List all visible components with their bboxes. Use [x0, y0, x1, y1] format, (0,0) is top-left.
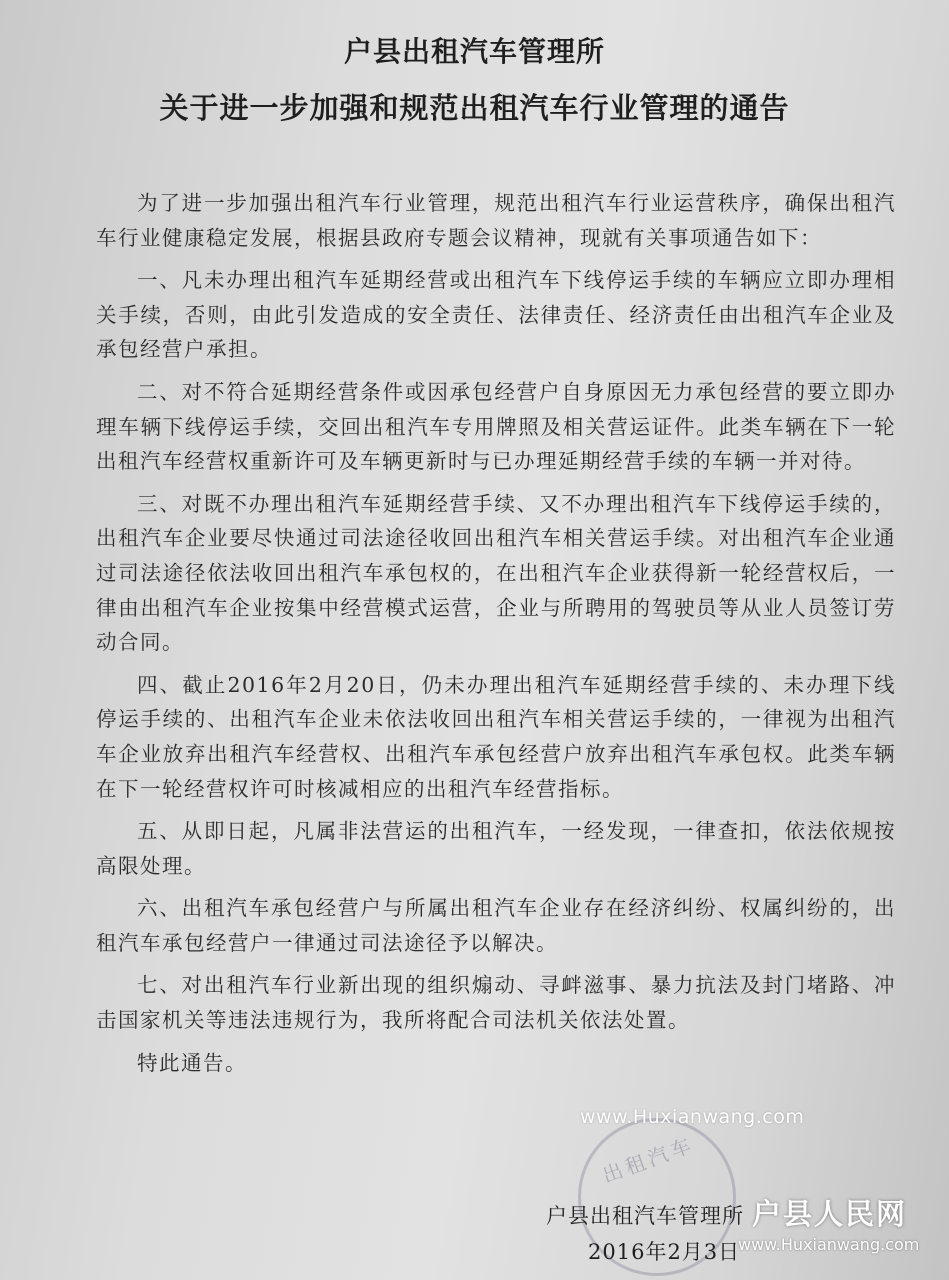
clause-2: 二、对不符合延期经营条件或因承包经营户自身原因无力承包经营的要立即办理车辆下线停运手续，交回出租汽车专用牌照及相关营运证件。此类车辆在下一轮出租汽车经营权重新许可及车辆更新时与已办理延期经营手续的车辆一并对待。: [96, 379, 896, 474]
notice-body: [96, 186, 896, 1088]
issuer-title: 户县出租汽车管理所: [343, 35, 605, 68]
clause-3: 三、对既不办理出租汽车延期经营手续、又不办理出租汽车下线停运手续的，出租汽车企业要尽快通过司法途径收回出租汽车相关营运手续。对出租汽车企业通过司法途径依法收回出租汽车承包权的，在出租汽车企业获得新一轮经营权后，一律由出租汽车企业按集中经营模式运营，企业与所聘用的驾驶员等从业人员签订劳动合同。: [96, 491, 896, 655]
closing-line: 特此通告。: [137, 1050, 247, 1075]
signature-org: 户县出租汽车管理所: [546, 1204, 744, 1228]
clause-7: 七、对出租汽车行业新出现的组织煽动、寻衅滋事、暴力抗法及封门堵路、冲击国家机关等违法违规行为，我所将配合司法机关依法处置。: [96, 973, 896, 1033]
intro-paragraph: 为了进一步加强出租汽车行业管理，规范出租汽车行业运营秩序，确保出租汽车行业健康稳定发展，根据县政府专题会议精神，现就有关事项通告如下：: [96, 191, 896, 250]
clause-6: 六、出租汽车承包经营户与所属出租汽车企业存在经济纠纷、权属纠纷的，出租汽车承包经营户一律通过司法途径予以解决。: [96, 896, 896, 955]
watermark-url: www.Huxianwang.com: [580, 1106, 805, 1128]
seal-text: 出租汽车: [599, 1132, 698, 1188]
clause-1: 一、凡未办理出租汽车延期经营或出租汽车下线停运手续的车辆应立即办理相关手续，否则，由此引发造成的安全责任、法律责任、经济责任由出租汽车企业及承包经营户承担。: [96, 268, 896, 362]
notice-title: 关于进一步加强和规范出租汽车行业管理的通告: [159, 91, 790, 125]
site-logo-name: 户县人民网: [752, 1197, 908, 1231]
site-logo-url: www.Huxianwang.com: [738, 1235, 920, 1254]
clause-5: 五、从即日起，凡属非法营运的出租汽车，一经发现，一律查扣，依法依规按高限处理。: [96, 819, 896, 878]
clause-4: 四、截止2016年2月20日，仍未办理出租汽车延期经营手续的、未办理下线停运手续的、出租汽车企业未依法收回出租汽车相关营运手续的，一律视为出租汽车企业放弃出租汽车经营权、出租汽车承包经营户放弃出租汽车承包权。此类车辆在下一轮经营权许可时核减相应的出租汽车经营指标。: [96, 672, 896, 801]
signature-date: 2016年2月3日: [588, 1240, 741, 1264]
